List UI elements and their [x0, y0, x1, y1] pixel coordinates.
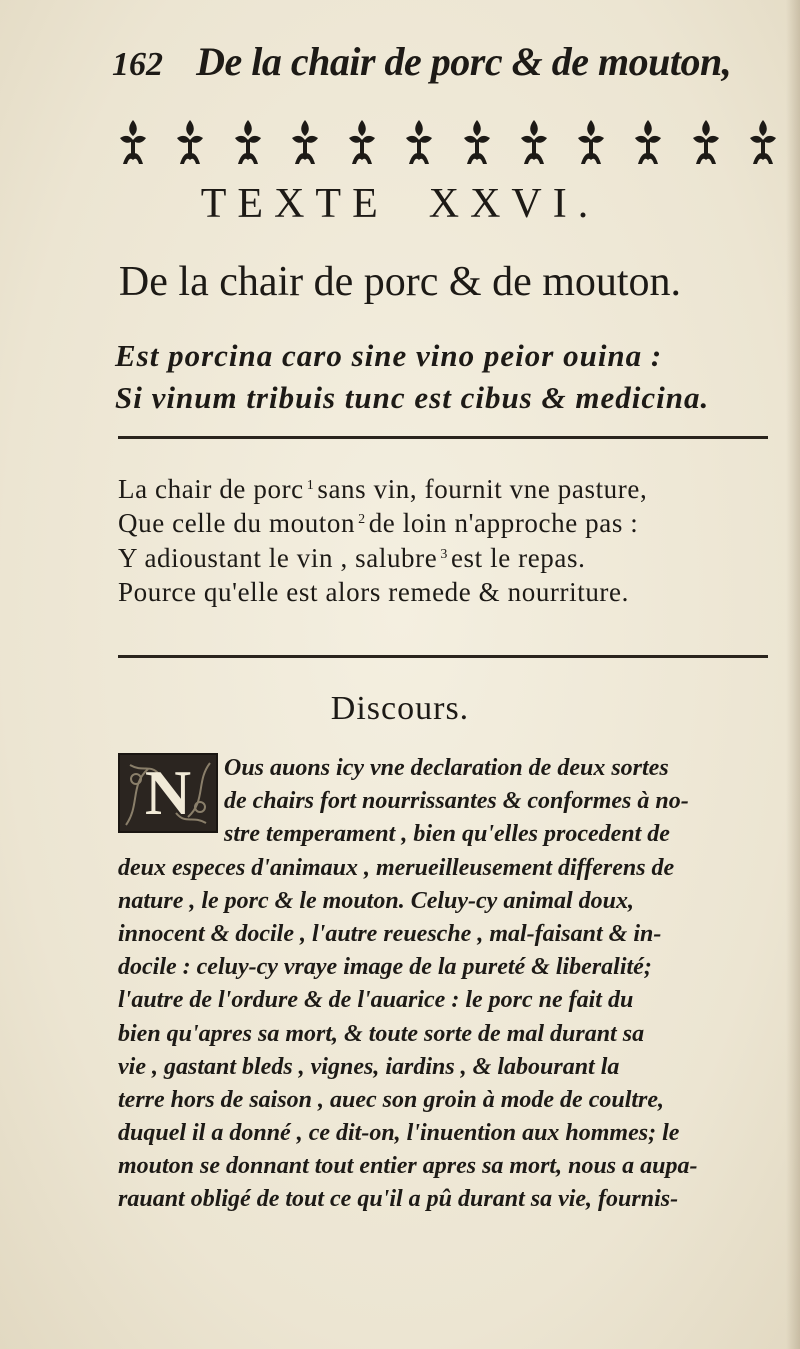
fleuron-icon: [748, 118, 778, 166]
discours-line: docile : celuy-cy vraye image de la pureté & liberalité;: [118, 954, 652, 981]
verse-text: Que celle du mouton: [118, 508, 356, 538]
fleuron-icon: [118, 118, 148, 166]
latin-verse-line-1: Est porcina caro sine vino peior ouina :: [115, 338, 663, 373]
fleuron-icon: [347, 118, 377, 166]
discours-line: l'autre de l'ordure & de l'auarice : le porc ne fait du: [118, 987, 634, 1014]
discours-heading: Discours.: [330, 690, 470, 727]
dropcap-letter: N: [144, 757, 192, 828]
discours-line: mouton se donnant tout entier apres sa mort, nous a aupa-: [118, 1153, 698, 1180]
french-verse-line-3: [118, 543, 758, 574]
fleuron-icon: [233, 118, 263, 166]
fleuron-icon: [175, 118, 205, 166]
chapter-subtitle: De la chair de porc & de mouton.: [118, 259, 682, 305]
discours-line: duquel il a donné , ce dit-on, l'inuention aux hommes; le: [118, 1120, 680, 1147]
divider-rule-bottom: [118, 655, 768, 658]
heading-roman-numeral: XXVI.: [428, 181, 600, 227]
fleuron-icon: [633, 118, 663, 166]
discours-line: nature , le porc & le mouton. Celuy-cy animal doux,: [118, 887, 635, 914]
verse-text: est le repas.: [450, 543, 586, 573]
verse-text: de loin n'approche pas :: [368, 508, 639, 538]
discours-line: rauant obligé de tout ce qu'il a pû durant sa vie, fournis-: [118, 1186, 679, 1213]
running-head: [112, 38, 732, 98]
discours-line: stre temperament , bien qu'elles procedent de: [224, 821, 670, 848]
discours-line: terre hors de saison , auec son groin à mode de coultre,: [118, 1086, 665, 1113]
verse-text: Pource qu'elle est alors remede & nourriture.: [118, 577, 629, 607]
fleuron-icon: [462, 118, 492, 166]
fleuron-icon: [691, 118, 721, 166]
heading-texte-word: TEXTE: [200, 181, 389, 227]
verse-text: Y adioustant le vin , salubre: [118, 543, 438, 573]
footnote-marker: 2: [358, 512, 366, 527]
fleuron-icon: [290, 118, 320, 166]
running-head-title: De la chair de porc & de mouton,: [196, 39, 732, 84]
discours-line: vie , gastant bleds , vignes, iardins , & labourant la: [118, 1053, 620, 1080]
page-number: 162: [112, 46, 163, 83]
french-verse-line-4: [118, 577, 758, 608]
discours-line: innocent & docile , l'autre reuesche , mal-faisant & in-: [118, 920, 662, 947]
discours-line: bien qu'apres sa mort, & toute sorte de mal durant sa: [118, 1020, 645, 1047]
footnote-marker: 1: [306, 478, 315, 493]
verse-text: La chair de porc: [118, 474, 304, 504]
text-number-heading: [0, 180, 800, 228]
verse-text: sans vin, fournit vne pasture,: [317, 474, 648, 504]
fleuron-icon: [576, 118, 606, 166]
fleuron-ornament-band: [118, 108, 778, 166]
discours-line: Ous auons icy vne declaration de deux sortes: [224, 755, 669, 781]
footnote-marker: 3: [440, 547, 448, 562]
discours-line: de chairs fort nourrissantes & conformes à no-: [224, 788, 689, 815]
french-verse-line-2: [118, 508, 758, 539]
discours-line: deux especes d'animaux , merueilleusement differens de: [118, 854, 675, 881]
fleuron-icon: [519, 118, 549, 166]
french-verse-line-1: [118, 474, 758, 505]
fleuron-icon: [404, 118, 434, 166]
latin-verse-line-2: Si vinum tribuis tunc est cibus & medicina.: [115, 380, 710, 415]
discours-body: [118, 752, 798, 1217]
divider-rule-top: [118, 436, 768, 439]
